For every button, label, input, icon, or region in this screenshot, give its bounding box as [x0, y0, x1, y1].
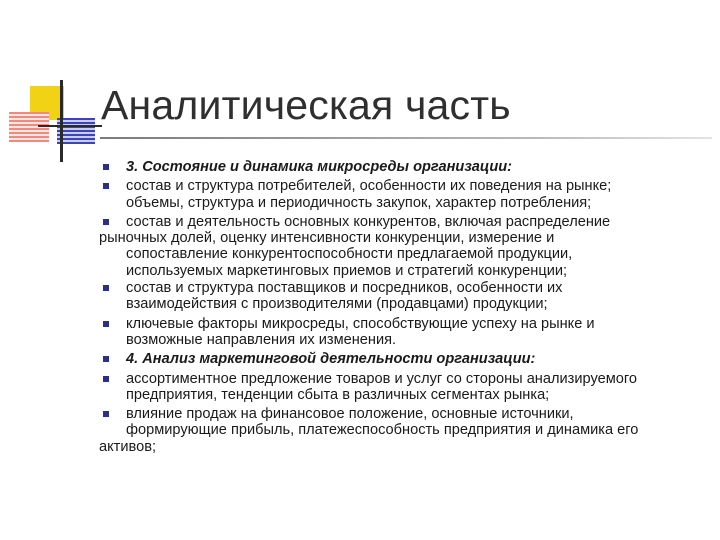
item-line: сопоставление конкурентоспособности предлагаемой продукции,: [126, 246, 573, 263]
list-item: [101, 178, 711, 211]
item-line: влияние продаж на финансовое положение, основные источники,: [126, 406, 574, 423]
slide-logo-decoration: [0, 0, 110, 170]
bullet-square-icon: [103, 219, 109, 225]
list-item: [101, 280, 711, 313]
item-line: рыночных долей, оценку интенсивности конкуренции, измерение и: [99, 230, 555, 247]
item-line: активов;: [99, 438, 157, 455]
list-item: [101, 406, 711, 455]
item-line: формирующие прибыль, платежеспособность предприятия и динамика его: [126, 422, 639, 439]
slide-title: Аналитическая часть: [101, 82, 511, 128]
list-item: [101, 159, 711, 175]
bullet-square-icon: [103, 411, 109, 417]
item-line: взаимодействия с производителями (продавцами) продукции;: [126, 296, 548, 313]
item-line: состав и структура поставщиков и посредников, особенности их: [126, 280, 563, 297]
bullet-square-icon: [103, 356, 109, 362]
bullet-square-icon: [103, 183, 109, 189]
red-square-icon: [9, 112, 49, 142]
horizontal-line-decoration: [38, 125, 102, 127]
bullet-square-icon: [103, 321, 109, 327]
list-item: [101, 214, 711, 279]
item-line: объемы, структура и периодичность закупок, характер потребления;: [126, 194, 592, 211]
bullet-square-icon: [103, 164, 109, 170]
section-heading: 4. Анализ маркетинговой деятельности организации:: [126, 351, 536, 368]
bullet-list: [101, 159, 711, 458]
title-underline: [100, 137, 712, 139]
item-line: возможные направления их изменения.: [126, 331, 397, 348]
vertical-line-decoration: [60, 80, 63, 162]
bullet-square-icon: [103, 376, 109, 382]
section-heading: 3. Состояние и динамика микросреды организации:: [126, 159, 513, 175]
item-line: состав и деятельность основных конкурентов, включая распределение: [126, 213, 611, 230]
item-line: ключевые факторы микросреды, способствующие успеху на рынке и: [126, 315, 595, 332]
list-item: [101, 316, 711, 349]
item-line: предприятия, тенденции сбыта в различных сегментах рынка;: [126, 386, 550, 403]
item-line: ассортиментное предложение товаров и услуг со стороны анализируемого: [126, 370, 637, 387]
list-item: [101, 371, 711, 404]
bullet-square-icon: [103, 285, 109, 291]
list-item: [101, 351, 711, 367]
item-line: используемых маркетинговых приемов и стратегий конкуренции;: [126, 262, 568, 279]
item-line: состав и структура потребителей, особенности их поведения на рынке;: [126, 178, 612, 195]
